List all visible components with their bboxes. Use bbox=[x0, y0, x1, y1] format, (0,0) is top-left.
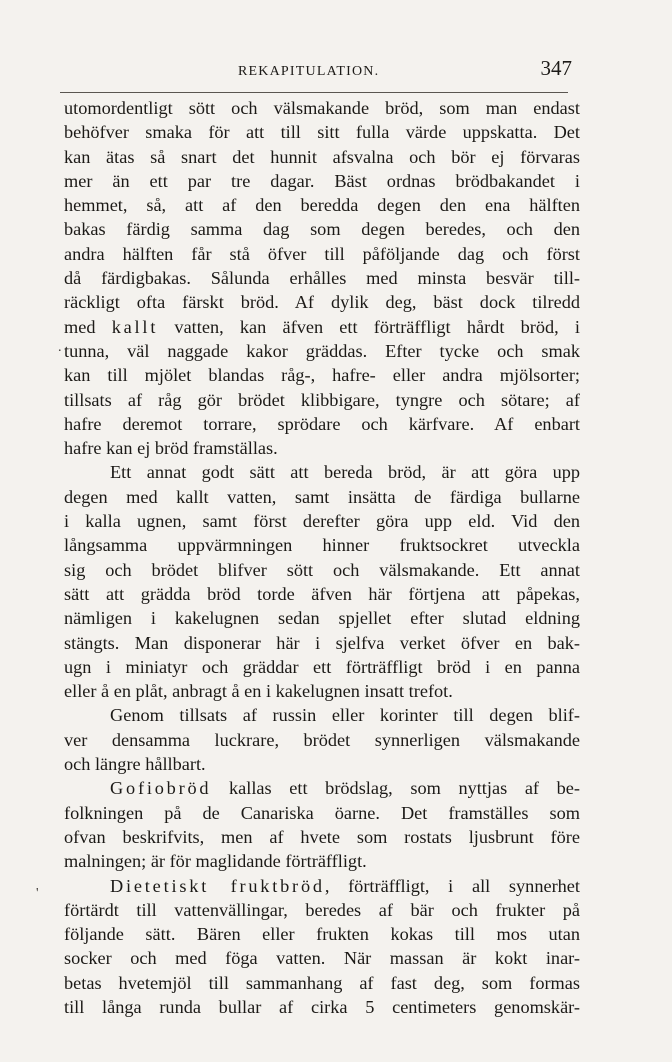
spaced-term: Gofiobröd bbox=[110, 778, 212, 799]
body-text bbox=[64, 96, 580, 1019]
page-number: 347 bbox=[540, 56, 572, 80]
text-line: kan ätas så snart det hunnit afsvalna och bör ej förvaras bbox=[64, 146, 580, 167]
text-line bbox=[64, 315, 580, 339]
text-line: räckligt ofta färskt bröd. Af dylik deg, bäst dock tilredd bbox=[64, 292, 580, 313]
line-text: kallas ett brödslag, som nyttjas af be- bbox=[211, 778, 580, 799]
line-text: , förträffligt, i all synnerhet bbox=[324, 875, 580, 896]
text-line: malningen; är för maglidande förträffligt. bbox=[64, 851, 367, 872]
text-line: hafre deremot torrare, sprödare och kärfvare. Af enbart bbox=[64, 413, 580, 434]
text-line: och längre hållbart. bbox=[64, 754, 206, 775]
text-line: ugn i miniatyr och gräddar ett förträffligt bröd i en panna bbox=[64, 656, 580, 677]
text-line: socker och med föga vatten. När massan är kokt inar- bbox=[64, 948, 580, 969]
header-rule bbox=[60, 92, 568, 93]
text-line: långsamma uppvärmningen hinner fruktsockret utveckla bbox=[64, 535, 580, 556]
text-line: behöfver smaka för att till sitt fulla värde uppskatta. Det bbox=[64, 122, 580, 143]
text-line: eller å en plåt, anbragt å en i kakelugnen insatt trefot. bbox=[64, 681, 453, 702]
spaced-term: Dietetiskt fruktbröd bbox=[110, 875, 325, 896]
margin-dot: . bbox=[58, 340, 62, 355]
text-line: degen med kallt vatten, samt insätta de färdiga bullarne bbox=[64, 486, 580, 507]
text-line: Genom tillsats af russin eller korinter till degen blif- bbox=[110, 705, 580, 726]
running-title: REKAPITULATION. bbox=[238, 64, 380, 79]
text-line: kan till mjölet blandas råg-, hafre- eller andra mjölsorter; bbox=[64, 365, 580, 386]
text-line: sätt att grädda bröd torde äfven här förtjena att påpekas, bbox=[64, 583, 580, 604]
text-line: ofvan beskrifvits, men af hvete som rostats ljusbrunt före bbox=[64, 826, 580, 847]
text-line: följande sätt. Bären eller frukten kokas till mos utan bbox=[64, 924, 580, 945]
text-line bbox=[64, 776, 580, 800]
text-line bbox=[64, 874, 580, 898]
text-line: andra hälften får stå öfver till påföljande dag och först bbox=[64, 243, 580, 264]
text-line: i kalla ugnen, samt först derefter göra upp eld. Vid den bbox=[64, 511, 580, 532]
text-line: hafre kan ej bröd framställas. bbox=[64, 438, 278, 459]
text-line: bakas färdig samma dag som degen beredes, och den bbox=[64, 219, 580, 240]
text-line: stängts. Man disponerar här i sjelfva verket öfver en bak- bbox=[64, 632, 580, 653]
spaced-term: kallt bbox=[111, 316, 159, 337]
text-line: hemmet, så, att af den beredda degen den ena hälften bbox=[64, 195, 580, 216]
margin-tick: ' bbox=[36, 886, 39, 901]
text-line: till långa runda bullar af cirka 5 centimeters genomskär- bbox=[64, 996, 580, 1017]
page-header bbox=[60, 56, 580, 86]
text-line: Ett annat godt sätt att bereda bröd, är att göra upp bbox=[110, 462, 580, 483]
text-line: tillsats af råg gör brödet klibbigare, tyngre och sötare; af bbox=[64, 389, 580, 410]
text-line: betas hvetemjöl till sammanhang af fast deg, som formas bbox=[64, 972, 580, 993]
text-line: folkningen på de Canariska öarne. Det framställes som bbox=[64, 802, 580, 823]
text-line: tunna, väl naggade kakor gräddas. Efter tycke och smak bbox=[64, 340, 580, 361]
text-line: mer än ett par tre dagar. Bäst ordnas brödbakandet i bbox=[64, 170, 580, 191]
line-text: med bbox=[64, 316, 112, 337]
text-line: utomordentligt sött och välsmakande bröd, som man endast bbox=[64, 98, 580, 118]
line-text: vatten, kan äfven ett förträffligt hårdt bröd, i bbox=[158, 316, 580, 337]
text-line: då färdigbakas. Sålunda erhålles med minsta besvär till- bbox=[64, 268, 580, 289]
text-line: förtärdt till vattenvällingar, beredes af bär och frukter på bbox=[64, 899, 580, 920]
text-line: ver densamma luckrare, brödet synnerligen välsmakande bbox=[64, 729, 580, 750]
text-line: nämligen i kakelugnen sedan spjellet efter slutad eldning bbox=[64, 608, 580, 629]
text-line: sig och brödet blifver sött och välsmakande. Ett annat bbox=[64, 559, 580, 580]
